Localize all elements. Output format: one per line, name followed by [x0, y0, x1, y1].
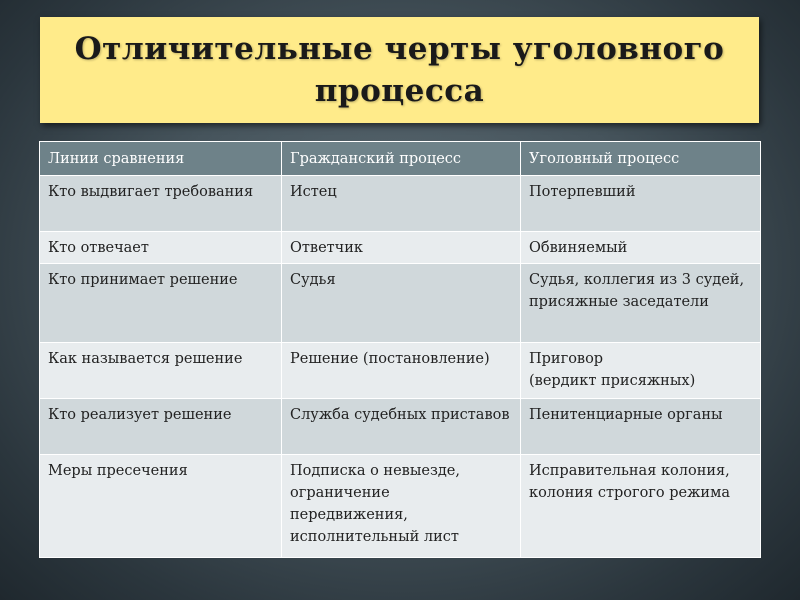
civil-cell: Подписка о невыезде, ограничение передвижения, исполнительный лист	[282, 455, 521, 558]
civil-cell: Ответчик	[282, 232, 521, 264]
table-row	[40, 232, 761, 264]
criminal-cell: Пенитенциарные органы	[521, 399, 761, 455]
civil-cell: Решение (постановление)	[282, 343, 521, 399]
table-row	[40, 455, 761, 558]
row-label: Кто выдвигает требования	[40, 176, 282, 232]
title-banner	[40, 17, 759, 123]
table-row	[40, 176, 761, 232]
criminal-cell: Приговор (вердикт присяжных)	[521, 343, 761, 399]
row-label: Меры пресечения	[40, 455, 282, 558]
civil-cell: Судья	[282, 264, 521, 343]
row-label: Кто реализует решение	[40, 399, 282, 455]
row-label: Кто принимает решение	[40, 264, 282, 343]
criminal-cell: Судья, коллегия из 3 судей, присяжные заседатели	[521, 264, 761, 343]
row-label: Как называется решение	[40, 343, 282, 399]
table-row	[40, 343, 761, 399]
civil-cell: Истец	[282, 176, 521, 232]
row-label: Кто отвечает	[40, 232, 282, 264]
civil-cell: Служба судебных приставов	[282, 399, 521, 455]
table-row	[40, 399, 761, 455]
header-criminal-process: Уголовный процесс	[521, 142, 761, 176]
table-row	[40, 264, 761, 343]
criminal-cell: Исправительная колония, колония строгого режима	[521, 455, 761, 558]
criminal-cell: Потерпевший	[521, 176, 761, 232]
comparison-table	[39, 141, 761, 558]
table-header-row	[40, 142, 761, 176]
page-title: Отличительные черты уголовного процесса	[74, 31, 725, 109]
header-comparison-lines: Линии сравнения	[40, 142, 282, 176]
criminal-cell: Обвиняемый	[521, 232, 761, 264]
header-civil-process: Гражданский процесс	[282, 142, 521, 176]
